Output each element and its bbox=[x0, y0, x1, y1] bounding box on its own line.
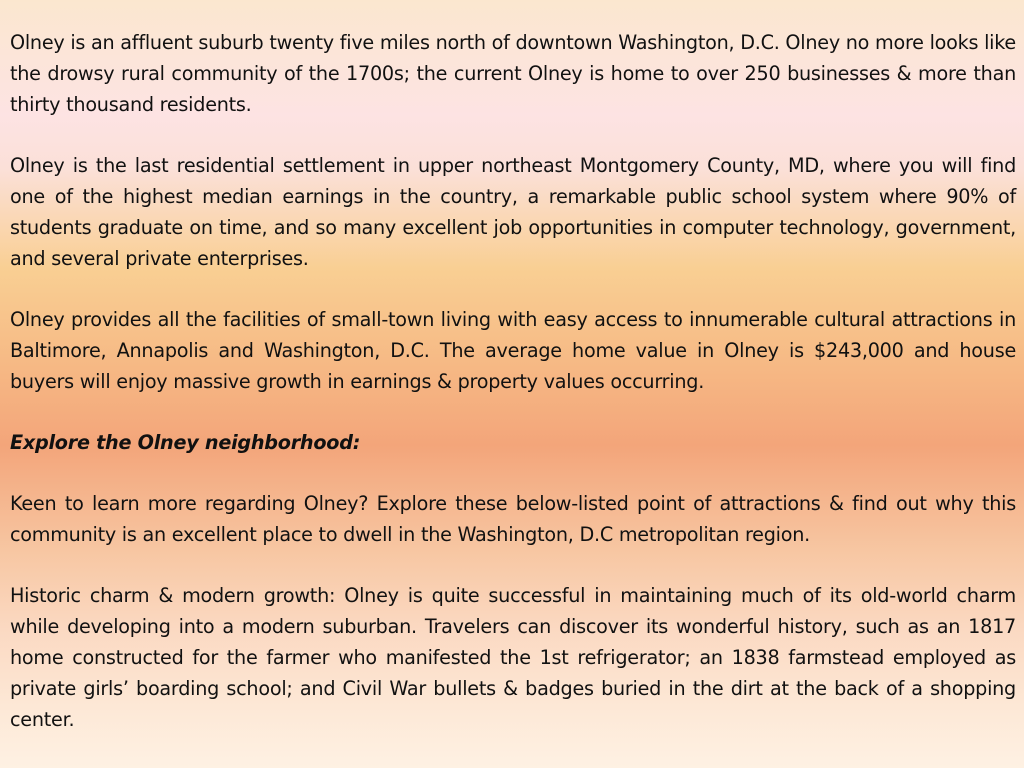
slide-body bbox=[10, 27, 1016, 765]
paragraph-intro: Olney is an affluent suburb twenty five miles north of downtown Washington, D.C. Olney no more looks like the drowsy rural community of the 1700s; the current Olney is home to over 250 businesses & more than thirty thousand residents. bbox=[10, 31, 1016, 116]
paragraph-facilities: Olney provides all the facilities of small-town living with easy access to innumerable cultural attractions in Baltimore, Annapolis and Washington, D.C. The average home value in Olney is $243,000 and house buyers will enjoy massive growth in earnings & property values occurring. bbox=[10, 308, 1016, 393]
paragraph-explore: Keen to learn more regarding Olney? Explore these below-listed point of attractions & find out why this community is an excellent place to dwell in the Washington, D.C metropolitan region. bbox=[10, 492, 1016, 546]
paragraph-location: Olney is the last residential settlement in upper northeast Montgomery County, MD, where you will find one of the highest median earnings in the country, a remarkable public school system where 90% of students graduate on time, and so many excellent job opportunities in computer technology, government, and several private enterprises. bbox=[10, 154, 1016, 270]
section-heading: Explore the Olney neighborhood: bbox=[10, 431, 361, 454]
paragraph-history: Historic charm & modern growth: Olney is quite successful in maintaining much of its old-world charm while developing into a modern suburban. Travelers can discover its wonderful history, such as an 1817 home constructed for the farmer who manifested the 1st refrigerator; an 1838 farmstead employed as private girls’ boarding school; and Civil War bullets & badges buried in the dirt at the back of a shopping center. bbox=[10, 584, 1016, 731]
